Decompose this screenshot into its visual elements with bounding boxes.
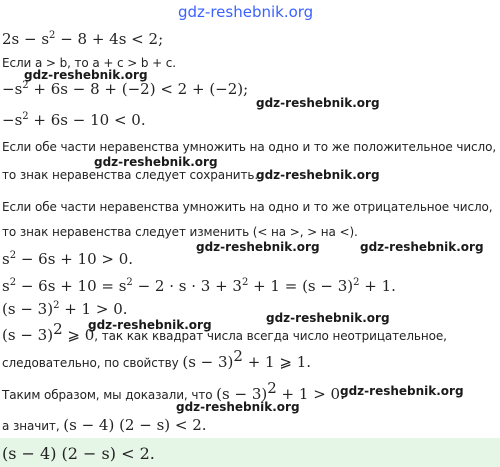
watermark-6: gdz-reshebnik.org <box>360 240 484 254</box>
expr-part: + 6s − 10 < 0. <box>28 111 146 129</box>
expr-part: − 2 · s · 3 + 3 <box>132 277 242 295</box>
text-part: Таким образом, мы доказали, что <box>2 388 217 402</box>
expr-part: 2s − s <box>2 30 50 48</box>
watermark-5: gdz-reshebnik.org <box>196 240 320 254</box>
line-11 <box>2 300 128 318</box>
watermark-10: gdz-reshebnik.org <box>176 400 300 414</box>
expr-part: + 1 = (s − 3) <box>248 277 354 295</box>
expr-part: −s <box>2 111 23 129</box>
watermark-7: gdz-reshebnik.org <box>266 311 390 325</box>
watermark-1: gdz-reshebnik.org <box>24 68 148 82</box>
text-part: следовательно, по свойству <box>2 356 183 370</box>
line-15 <box>2 415 207 434</box>
expr-part: −s <box>2 80 23 98</box>
exponent: 2 <box>22 80 29 91</box>
answer-text: (s − 4) (2 − s) < 2. <box>2 444 155 463</box>
expr-part: + 1 > 0. <box>59 300 128 318</box>
line-12 <box>2 320 447 344</box>
exponent: 2 <box>22 111 29 122</box>
exponent: 2 <box>126 277 133 288</box>
exponent: 2 <box>9 277 17 288</box>
watermark-4: gdz-reshebnik.org <box>256 168 380 182</box>
expr-part: (s − 3) <box>182 353 234 371</box>
exponent: 2 <box>241 277 249 288</box>
line-3 <box>2 80 248 98</box>
exponent: 2 <box>233 347 243 365</box>
expr-part: (s − 3) <box>216 385 268 403</box>
expr-part: (s − 3) <box>2 326 54 344</box>
exponent: 2 <box>9 250 17 261</box>
line-7: Если обе части неравенства умножить на одно и то же отрицательное число, <box>2 200 493 214</box>
line-10 <box>2 277 396 295</box>
expr-part: (s − 3) <box>2 300 54 318</box>
watermark-top: gdz-reshebnik.org <box>178 3 314 21</box>
answer-box <box>0 438 500 467</box>
expr-part: + 1 ⩾ 1. <box>242 353 312 371</box>
text-part: , так как квадрат числа всегда число неотрицательное, <box>94 329 447 343</box>
expr-part: s <box>2 277 10 295</box>
exponent: 2 <box>49 30 56 41</box>
expr-part: ⩾ 0 <box>62 326 95 344</box>
expr-part: + 6s − 8 + (−2) < 2 + (−2); <box>28 80 249 98</box>
line-6: то знак неравенства следует сохранить. <box>2 168 259 182</box>
expr-part: + 1 > 0. <box>276 385 345 403</box>
text-part: а значит, <box>2 419 64 433</box>
line-4 <box>2 111 146 129</box>
expr-part: − 8 + 4s < 2; <box>55 30 164 48</box>
watermark-2: gdz-reshebnik.org <box>256 96 380 110</box>
expr-part: (s − 4) (2 − s) < 2. <box>63 416 207 434</box>
line-9 <box>2 250 133 268</box>
line-5: Если обе части неравенства умножить на одно и то же положительное число, <box>2 140 497 154</box>
watermark-8: gdz-reshebnik.org <box>88 318 212 332</box>
exponent: 2 <box>353 277 360 288</box>
line-1 <box>2 30 163 48</box>
exponent: 2 <box>53 300 60 311</box>
watermark-3: gdz-reshebnik.org <box>94 155 218 169</box>
exponent: 2 <box>53 320 63 338</box>
line-8: то знак неравенства следует изменить (< на >, > на <). <box>2 225 358 239</box>
line-2: Если a > b, то a + c > b + c. <box>2 56 177 70</box>
expr-part: − 6s + 10 = s <box>16 277 127 295</box>
expr-part: s <box>2 250 10 268</box>
expr-part: − 6s + 10 > 0. <box>16 250 134 268</box>
exponent: 2 <box>267 379 277 397</box>
watermark-9: gdz-reshebnik.org <box>340 384 464 398</box>
expr-part: + 1. <box>359 277 396 295</box>
line-13 <box>2 347 312 371</box>
